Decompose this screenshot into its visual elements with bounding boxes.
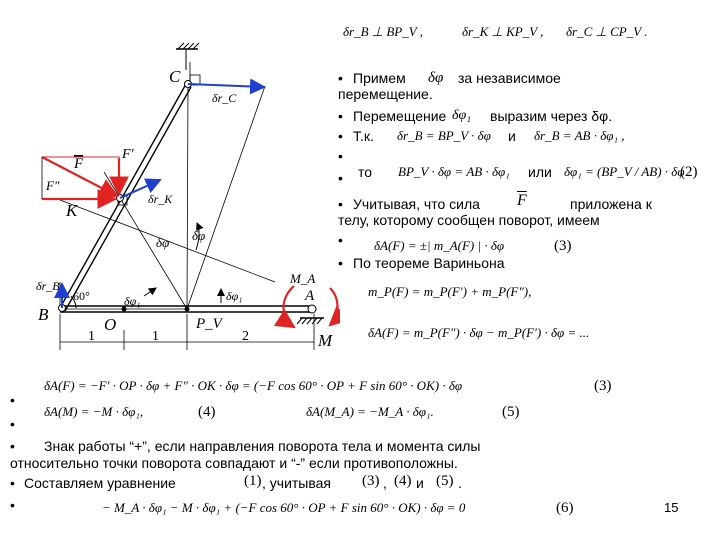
support-a [297,305,324,324]
bullet-3-formula-1: δr_B = BP_V · δφ [397,128,491,143]
label-f-prime: F′ [122,147,134,162]
bullet: • [10,475,15,491]
label-b: B [38,305,49,324]
equation-5-work-of-moment-a: δA(M_A) = −M_A · δφ₁. [306,404,434,419]
formula-rb-perp: δr_B ⊥ BP_V , [343,24,423,39]
bullet-3-text-a: Т.к. [353,128,374,144]
formula-rc-perp: δr_C ⊥ CP_V . [566,24,648,39]
label-angle-60: 60° [73,289,90,303]
bullet-6-text-a: Учитывая, что сила [353,196,480,212]
equation-number-3a: (3) [554,238,572,254]
bullet-5-formula-1: BP_V · δφ = AB · δφ₁ [398,164,510,179]
label-dphi-2: δφ [192,228,206,243]
label-rb: δr_B [36,279,60,293]
ref-equation-3: (3) [362,473,380,489]
varignon-equation-1: m_P(F) = m_P(F′) + m_P(F″), [368,284,532,299]
bullet-1-text-c: перемещение. [338,86,433,102]
bullet: • [338,128,343,144]
dimension-line [60,314,314,350]
ref-equation-4: (4) [394,473,412,489]
equation-number-3b: (3) [594,378,612,394]
bullet-1-text-b: за независимое [458,70,561,86]
bullet: • [338,170,343,186]
compose-and-text: и [416,475,424,491]
formula-rk-perp: δr_K ⊥ KP_V , [462,24,544,39]
equation-number-6: (6) [556,500,574,516]
bullet-1-text-a: Примем [353,70,406,86]
label-dphi1-a: δφ₁ [226,289,243,303]
equation-number-2: (2) [680,164,698,180]
compose-equation-text: Составляем уравнение [24,475,176,491]
bullet: • [338,232,343,248]
label-ma: M_A [290,271,316,286]
label-f: F [74,156,84,172]
label-k: K [66,201,78,220]
bullet-7-formula: δA(F) = ±| m_A(F) | · δφ [374,238,505,253]
label-dim-1a: 1 [88,329,95,344]
equation-number-4: (4) [198,404,216,420]
bullet-2-text-b: выразим через δφ. [490,108,613,124]
bullet: • [338,108,343,124]
label-a: A [305,288,315,304]
dphi1-arrow-b [144,288,156,296]
period: . [458,475,462,491]
bullet-3-formula-2: δr_B = AB · δφ₁ , [534,128,625,143]
label-pv: P_V [196,316,222,332]
label-dim-2: 2 [242,329,249,344]
label-f-double-prime: F″ [46,178,60,193]
bullet-3-and: и [508,128,516,144]
bullet: • [338,70,343,86]
equation-number-5: (5) [502,404,520,420]
bullet-6-text-b: приложена к [570,196,652,212]
equation-3-work-of-force: δA(F) = −F′ · OP · δφ + F″ · OK · δφ = (−F cos 60° · OP + F sin 60° · OK) · δφ [44,378,463,393]
construction-lines [60,62,275,309]
bullet: • [338,255,343,271]
velocity-c-arrow [188,84,264,87]
moment-m-arc [330,288,338,325]
page-number: 15 [664,500,679,515]
sign-rule-text-1: Знак работы “+”, если направления поворота тела и момента силы [44,438,481,454]
bullet-5-text-a: то [358,164,373,180]
bullet-5-formula-2: δφ₁ = (BP_V / AB) · δφ [564,164,685,179]
bullet-6-symbol: $\overline{F}$ [517,192,527,209]
mechanism-diagram [0,0,340,370]
label-rk: δr_K [148,192,173,206]
joint-pv [185,307,190,312]
comma: , [383,475,387,491]
top-support [176,43,199,70]
label-dphi1-b: δφ₁ [124,294,141,308]
label-rc: δr_C [212,91,237,105]
bullet: • [10,497,15,513]
bullet-5-or: или [528,164,552,180]
bullet-1-symbol: δφ [428,70,444,86]
label-dphi-1: δφ [156,235,170,250]
bullet-8-text: По теореме Вариньона [353,255,505,271]
bullet: • [10,416,15,432]
bullet: • [338,196,343,212]
ref-equation-1: (1) [244,473,262,489]
bullet-2-symbol: δφ₁ [452,108,472,123]
equation-6-final: − M_A · δφ₁ − M · δφ₁ + (−F cos 60° · OP + F sin 60° · OK) · δφ = 0 [102,500,466,515]
label-o: O [104,315,117,334]
sign-rule-text-2: относительно точки поворота совпадают и “-” если противоположны. [10,455,458,471]
compose-considering-text: , учитывая [262,475,332,491]
bullet: • [10,438,15,454]
bullet: • [338,148,343,164]
label-dim-1b: 1 [152,329,159,344]
label-c: C [169,67,181,86]
bullet: • [10,392,15,408]
equation-4-work-of-moment: δA(M) = −M · δφ₁, [44,404,144,419]
bullet-2-text-a: Перемещение [353,108,447,124]
ref-equation-5: (5) [436,473,454,489]
label-m: M [318,331,333,350]
varignon-equation-2: δA(F) = m_P(F″) · δφ − m_P(F′) · δφ = ... [368,325,590,340]
bullet-6-text-c: телу, которому сообщен поворот, имеем [338,212,600,228]
